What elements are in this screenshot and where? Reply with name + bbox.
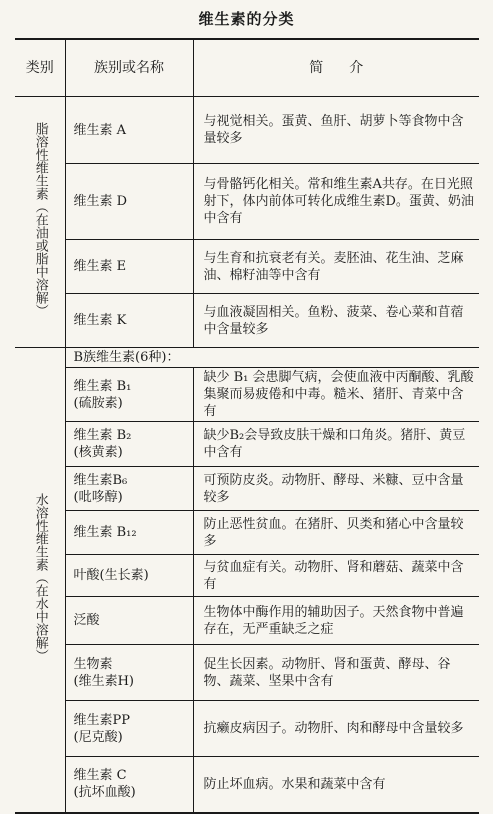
vitamin-intro: 可预防皮炎。动物肝、酵母、米糠、豆中含量较多: [193, 467, 479, 511]
table-row: [15, 422, 479, 467]
vitamin-intro: 与生育和抗衰老有关。麦胚油、花生油、芝麻油、棉籽油等中含有: [193, 240, 479, 294]
vitamin-name: 维生素 K: [65, 294, 193, 348]
vitamin-intro: 与骨骼钙化相关。常和维生素A共存。在日光照射下，体内前体可转化成维生素D。蛋黄、奶油中含有: [193, 164, 479, 240]
vitamin-name: 维生素 D: [65, 164, 193, 240]
vitamin-intro: 抗癞皮病因子。动物肝、肉和酵母中含量较多: [193, 701, 479, 757]
table-row: [15, 645, 479, 701]
vitamin-intro: 防止恶性贫血。在猪肝、贝类和猪心中含量较多: [193, 511, 479, 555]
vitamin-name: 叶酸(生长素): [65, 555, 193, 597]
table-title: 维生素的分类: [198, 10, 295, 28]
table-row: [15, 757, 479, 813]
vitamin-name: 维生素 E: [65, 240, 193, 294]
vitamin-intro: 与血液凝固相关。鱼粉、菠菜、卷心菜和苜蓿中含量较多: [193, 294, 479, 348]
vitamin-intro: 缺少B₂会导致皮肤干燥和口角炎。猪肝、黄豆中含有: [193, 422, 479, 467]
header-category: 类别: [15, 39, 65, 97]
header-intro: 简介: [193, 39, 479, 97]
category-water-soluble: 水溶性维生素（在水中溶解）: [15, 348, 65, 813]
vitamin-name: 维生素 B₁ (硫胺素): [65, 368, 193, 422]
header-row: [15, 39, 479, 97]
vitamin-name: 维生素 A: [65, 97, 193, 164]
table-row: [15, 701, 479, 757]
table-row: [15, 164, 479, 240]
table-row: [15, 97, 479, 164]
b-group-header: B族维生素(6种)：: [65, 348, 479, 368]
table-row: [15, 368, 479, 422]
vitamin-intro: 与贫血症有关。动物肝、肾和蘑菇、蔬菜中含有: [193, 555, 479, 597]
table-row: [15, 511, 479, 555]
vitamin-name: 维生素 C (抗坏血酸): [65, 757, 193, 813]
table-row: [15, 555, 479, 597]
header-name: 族别或名称: [65, 39, 193, 97]
vitamin-name: 维生素 B₂ (核黄素): [65, 422, 193, 467]
vitamin-intro: 生物体中酶作用的辅助因子。天然食物中普遍存在，无严重缺乏之症: [193, 597, 479, 645]
vitamin-intro: 缺少 B₁ 会患脚气病，会使血液中丙酮酸、乳酸集聚而易疲倦和中毒。糙米、猪肝、青菜中含有: [193, 368, 479, 422]
vitamin-intro: 促生长因素。动物肝、肾和蛋黄、酵母、谷物、蔬菜、坚果中含有: [193, 645, 479, 701]
vitamin-intro: 与视觉相关。蛋黄、鱼肝、胡萝卜等食物中含量较多: [193, 97, 479, 164]
vitamin-classification-table: [15, 38, 479, 814]
table-row: [15, 467, 479, 511]
vitamin-name: 泛酸: [65, 597, 193, 645]
vitamin-name: 维生素 B₁₂: [65, 511, 193, 555]
table-row: [15, 240, 479, 294]
vitamin-name: 维生素B₆ (吡哆醇): [65, 467, 193, 511]
table-row: [15, 597, 479, 645]
table-row: [15, 348, 479, 368]
category-fat-soluble: 脂溶性维生素（在油或脂中溶解）: [15, 97, 65, 348]
vitamin-name: 生物素 (维生素H): [65, 645, 193, 701]
vitamin-intro: 防止坏血病。水果和蔬菜中含有: [193, 757, 479, 813]
vitamin-name: 维生素PP (尼克酸): [65, 701, 193, 757]
table-row: [15, 294, 479, 348]
